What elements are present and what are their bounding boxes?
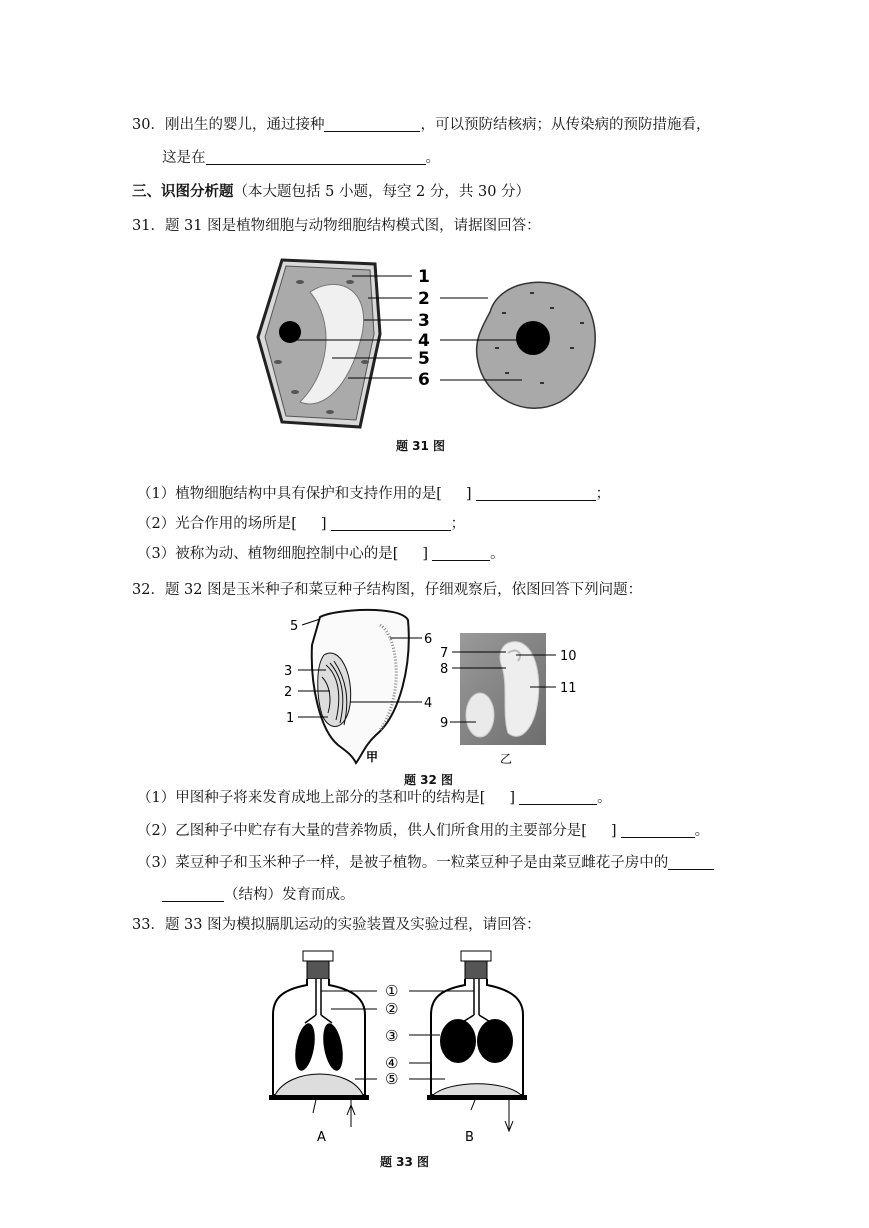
figure-label-jia: 甲 [366, 750, 379, 764]
seed-label: 4 [424, 696, 433, 711]
model-label: ④ [385, 1054, 399, 1072]
answer-blank[interactable] [206, 150, 426, 166]
figure-label-yi: 乙 [500, 752, 513, 766]
q32-sub3: （3）菜豆种子和玉米种子一样，是被子植物。一粒菜豆种子是由菜豆雌花子房中的 [137, 851, 714, 872]
answer-blank[interactable] [668, 855, 714, 871]
cell-diagram [240, 252, 600, 434]
q32-stem: 32．题 32 图是玉米种子和菜豆种子结构图，仔细观察后，依图回答下列问题： [132, 582, 643, 598]
answer-blank[interactable] [519, 790, 597, 806]
q32-sub1: （1）甲图种子将来发育成地上部分的茎和叶的结构是[ ] 。 [137, 790, 612, 806]
figure-caption: 题 33 图 [380, 1155, 430, 1169]
seed-diagram [280, 605, 600, 775]
model-label: ① [385, 982, 399, 1000]
model-label: ② [385, 1000, 399, 1018]
seed-label: 1 [286, 711, 295, 726]
seed-label: 6 [424, 632, 433, 647]
q30-line2: 这是在 。 [162, 150, 440, 166]
answer-blank[interactable] [432, 546, 490, 562]
q31-sub3: （3）被称为动、植物细胞控制中心的是[ ] 。 [137, 546, 505, 562]
q32-sub3-cont: （结构）发育而成。 [162, 883, 355, 904]
cell-label: 5 [418, 349, 430, 369]
model-label: ⑤ [385, 1070, 399, 1088]
figure-label-a: A [317, 1130, 326, 1145]
seed-label: 11 [560, 681, 577, 696]
q31-sub2: （2）光合作用的场所是[ ] ； [137, 516, 466, 532]
figure-caption: 题 32 图 [404, 773, 454, 787]
q31-stem: 31．题 31 图是植物细胞与动物细胞结构模式图，请据图回答： [132, 218, 541, 234]
answer-blank[interactable] [331, 516, 451, 532]
cell-label: 2 [418, 289, 430, 309]
q33-stem: 33．题 33 图为模拟膈肌运动的实验装置及实验过程，请回答： [132, 917, 541, 933]
figure-label-b: B [465, 1130, 474, 1145]
seed-label: 7 [440, 646, 449, 661]
model-label: ③ [385, 1027, 399, 1045]
seed-label: 8 [440, 662, 449, 677]
answer-blank[interactable] [476, 486, 596, 502]
section-heading: 三、识图分析题（本大题包括 5 小题，每空 2 分，共 30 分） [132, 183, 531, 200]
answer-blank[interactable] [621, 823, 695, 839]
diaphragm-model-diagram [265, 945, 550, 1145]
answer-blank[interactable] [162, 887, 224, 903]
q31-sub1: （1）植物细胞结构中具有保护和支持作用的是[ ] ； [137, 486, 611, 502]
figure-caption: 题 31 图 [396, 439, 446, 453]
cell-label: 3 [418, 311, 430, 331]
seed-label: 10 [560, 649, 577, 664]
cell-label: 4 [418, 331, 430, 351]
q30-line1: 30．刚出生的婴儿，通过接种 ，可以预防结核病；从传染病的预防措施看， [132, 117, 711, 133]
cell-label: 1 [418, 267, 430, 287]
seed-label: 9 [440, 716, 449, 731]
cell-label: 6 [418, 370, 430, 390]
q32-sub2: （2）乙图种子中贮存有大量的营养物质，供人们所食用的主要部分是[ ] 。 [137, 823, 710, 839]
seed-label: 2 [284, 685, 293, 700]
answer-blank[interactable] [324, 117, 420, 133]
seed-label: 5 [290, 619, 299, 634]
seed-label: 3 [284, 664, 293, 679]
